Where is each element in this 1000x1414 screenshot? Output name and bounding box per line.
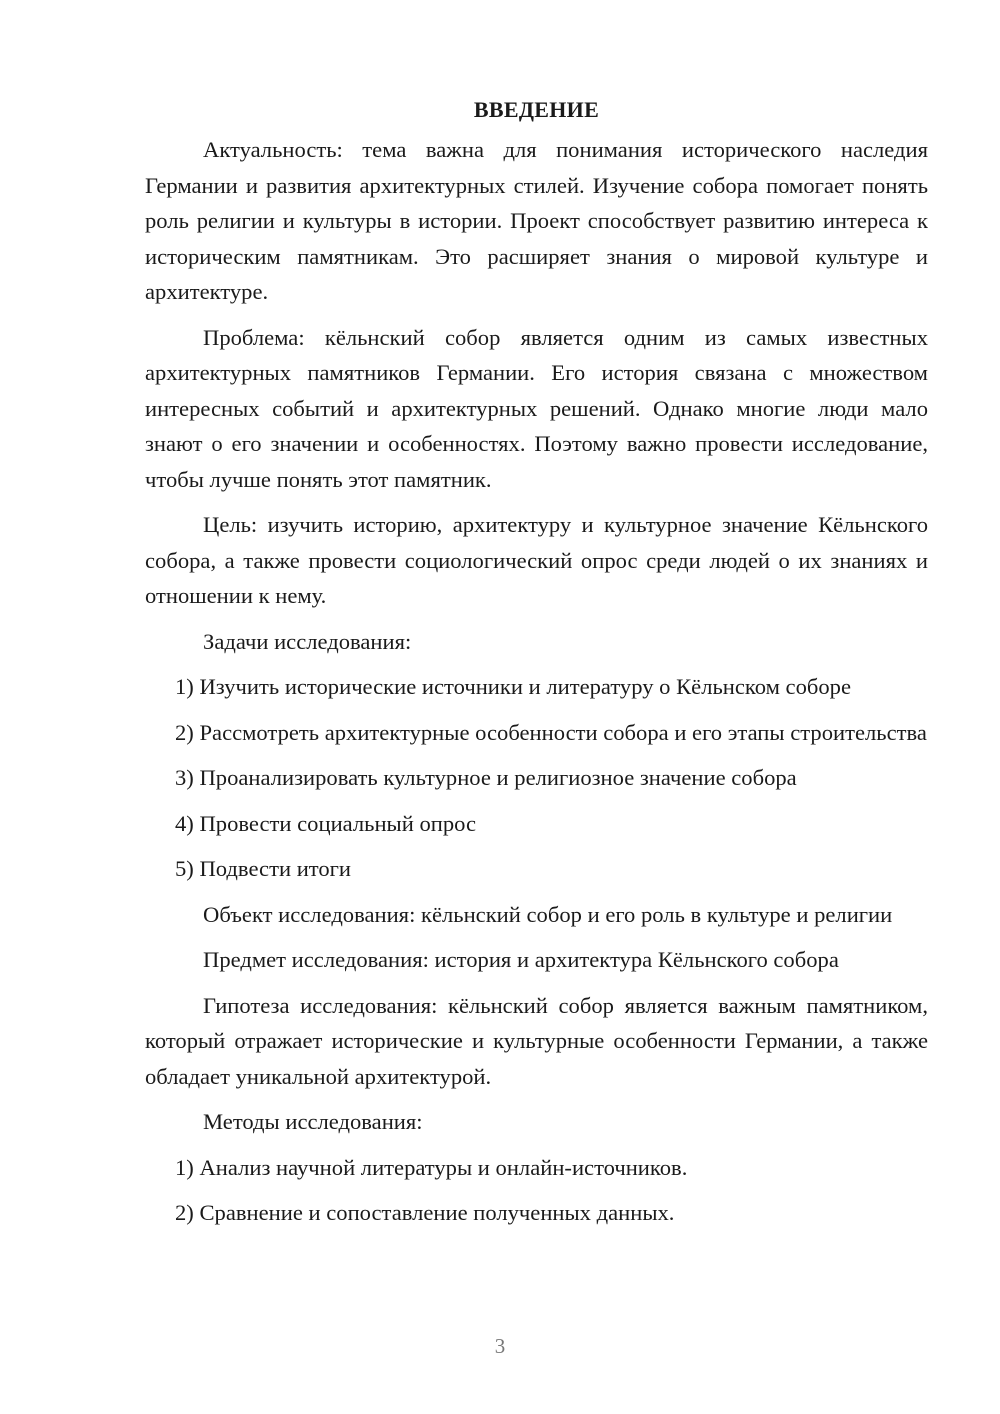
tasks-heading: Задачи исследования: [203, 628, 412, 654]
relevance-paragraph: Актуальность: тема важна для понимания исторического наследия Германии и развития архитектурных стилей. Изучение собора помогает понять роль религии и культуры в истории. Проект способствует развитию интереса к историческим памятникам. Это расширяет знания о мировой культуре и архитектуре. [145, 137, 928, 304]
page-number: 3 [494, 1334, 506, 1358]
object-paragraph: Объект исследования: кёльнский собор и его роль в культуре и религии [203, 901, 893, 927]
section-title: ВВЕДЕНИЕ [473, 97, 600, 122]
method-item-2: 2) Сравнение и сопоставление полученных данных. [175, 1200, 675, 1225]
task-item-1: 1) Изучить исторические источники и литературу о Кёльнском соборе [175, 674, 851, 699]
problem-paragraph: Проблема: кёльнский собор является одним из самых известных архитектурных памятников Германии. Его история связана с множеством интересных событий и архитектурных решений. Однако многие люди мало знают о его значении и особенностях. Поэтому важно провести исследование, чтобы лучше понять этот памятник. [145, 324, 928, 492]
document-page [145, 92, 928, 1241]
task-item-4: 4) Провести социальный опрос [175, 810, 477, 836]
methods-heading: Методы исследования: [203, 1109, 423, 1134]
task-item-2: 2) Рассмотреть архитектурные особенности собора и его этапы строительства [175, 719, 927, 745]
hypothesis-paragraph: Гипотеза исследования: кёльнский собор является важным памятником, который отражает исторические и культурные особенности Германии, а также обладает уникальной архитектурой. [145, 992, 928, 1089]
method-item-1: 1) Анализ научной литературы и онлайн-источников. [175, 1154, 688, 1180]
goal-paragraph: Цель: изучить историю, архитектуру и культурное значение Кёльнского собора, а также провести социологический опрос среди людей о их знаниях и отношении к нему. [145, 512, 928, 608]
task-item-5: 5) Подвести итоги [175, 856, 352, 881]
task-item-3: 3) Проанализировать культурное и религиозное значение собора [175, 765, 797, 790]
subject-paragraph: Предмет исследования: история и архитектура Кёльнского собора [203, 947, 839, 972]
